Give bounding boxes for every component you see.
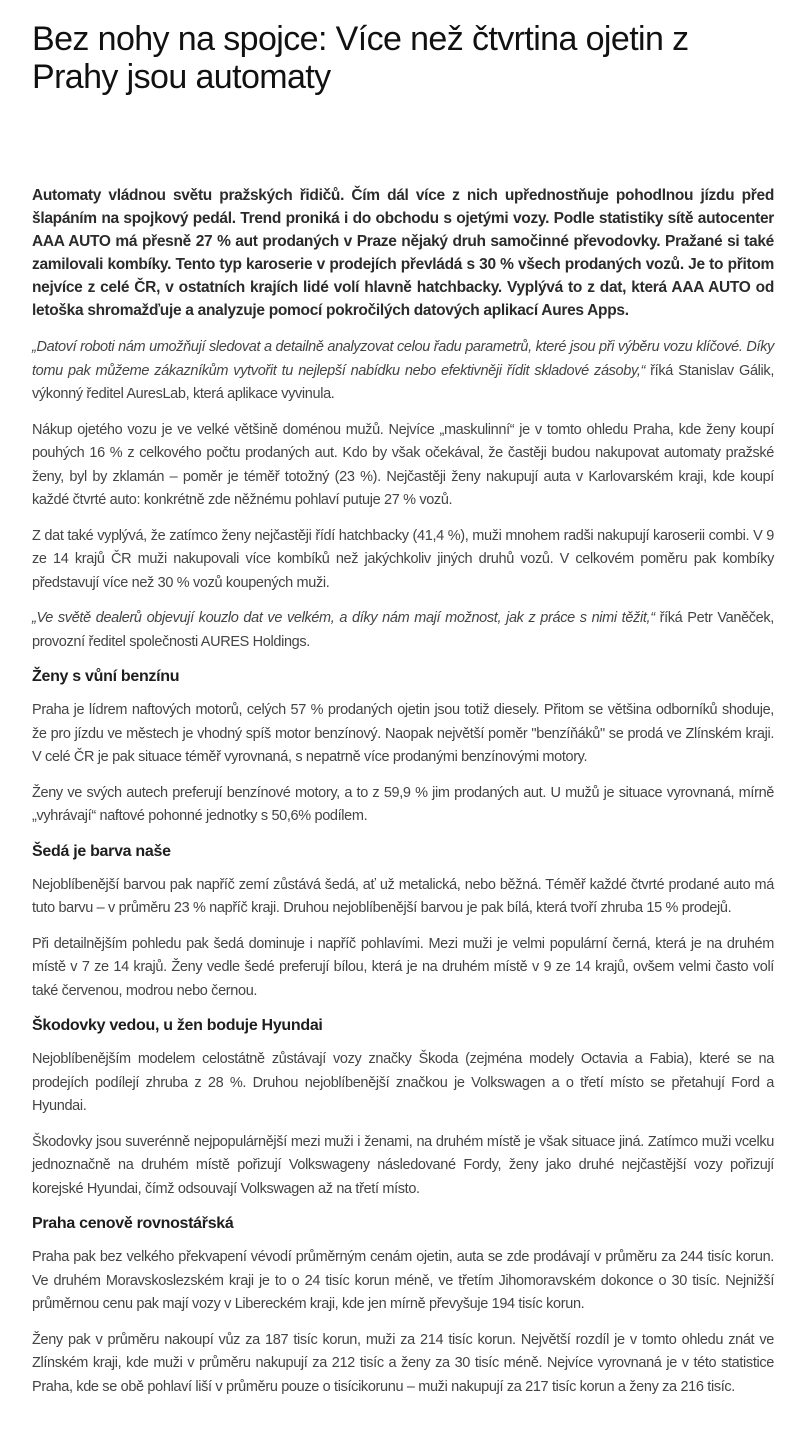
section-heading: Praha cenově rovnostářská (32, 1215, 234, 1232)
quote-vanecek (32, 607, 774, 654)
paragraph: Nákup ojetého vozu je ve velké většině doménou mužů. Nejvíce „maskulinní“ je v tomto ohledu Praha, kde ženy koupí pouhých 16 % z celkového počtu prodaných aut. Kdo by však očekával, že častěji budou nakupovat automaty pražské ženy, byl by zklamán – poměr je téměř totožný (23 %). Nejčastěji ženy nakupují auta v Karlovarském kraji, kde koupí každé čtvrté auto: konkrétně zde něžnému pohlaví putuje 27 % vozů. (32, 421, 774, 508)
paragraph: Při detailnějším pohledu pak šedá dominuje i napříč pohlavími. Mezi muži je velmi populární černá, která je na druhém místě v 7 ze 14 krajů. Ženy vedle šedé preferují bílou, která je na druhém místě v 9 ze 14 krajů, ovšem velmi často volí také červenou, modrou nebo černou. (32, 935, 774, 999)
paragraph: Ženy ve svých autech preferují benzínové motory, a to z 59,9 % jim prodaných aut. U mužů je situace vyrovnaná, mírně „vyhrávají“ naftové pohonné jednotky s 50,6% podílem. (32, 784, 774, 824)
article-title: Bez nohy na spojce: Více než čtvrtina ojetin z Prahy jsou automaty (32, 20, 689, 96)
paragraph: Škodovky jsou suverénně nejpopulárnější mezi muži i ženami, na druhém místě je však situace jiná. Zatímco muži vcelku jednoznačně na druhém místě pořizují Volkswageny následované Fordy, ženy jako druhé nejčastější vozy pořizují korejské Hyundai, čímž odsouvají Volkswagen až na třetí místo. (32, 1133, 774, 1197)
section-heading: Šedá je barva naše (32, 842, 171, 860)
section-heading: Ženy s vůní benzínu (32, 668, 180, 685)
paragraph: Ženy pak v průměru nakoupí vůz za 187 tisíc korun, muži za 214 tisíc korun. Největší rozdíl je v tomto ohledu znát ve Zlínském kraji, kde muži v průměru nakupují za 212 tisíc a ženy za 30 tisíc méně. Nejvíce vyrovnaná je v této statistice Praha, kde se obě pohlaví liší v průměru pouze o tisícikorunu – muži nakupují za 217 tisíc korun a ženy za 216 tisíc. (32, 1331, 774, 1395)
paragraph: Praha je lídrem naftových motorů, celých 57 % prodaných ojetin jsou totiž diesely. Přitom se většina odborníků shoduje, že pro jízdu ve městech je vhodný spíš motor benzínový. Naopak největší poměr "benzíňáků" se prodá ve Zlínském kraji. V celé ČR je pak situace téměř vyrovnaná, s nepatrně více prodanými benzínovými motory. (32, 702, 774, 765)
quote-galik (32, 336, 774, 407)
quote-text: „Datoví roboti nám umožňují sledovat a detailně analyzovat celou řadu parametrů, které jsou při výběru vozu klíčové. Díky tomu pak můžeme zákazníkům vytvořit tu nejlepší nabídku nebo efektivněji řídit skladové zásoby,“ (32, 339, 774, 379)
paragraph: Nejoblíbenější barvou pak napříč zemí zůstává šedá, ať už metalická, nebo běžná. Téměř každé čtvrté prodané auto má tuto barvu – v průměru 23 % napříč kraji. Druhou nejoblíbenější barvou je pak bílá, která tvoří zhruba 15 % prodejů. (32, 876, 774, 916)
paragraph: Z dat také vyplývá, že zatímco ženy nejčastěji řídí hatchbacky (41,4 %), muži mnohem radši nakupují karoserii combi. V 9 ze 14 krajů ČR muži nakupovali více kombíků než jakýchkoliv jiných druhů vozů. V celkovém poměru pak kombíky představují více než 30 % vozů koupených muži. (32, 527, 774, 591)
paragraph: Praha pak bez velkého překvapení vévodí průměrným cenám ojetin, auta se zde prodávají v průměru za 244 tisíc korun. Ve druhém Moravskoslezském kraji je to o 24 tisíc korun méně, ve třetím Jihomoravském dokonce o 30 tisíc. Nejnižší průměrnou cenu pak mají vozy v Libereckém kraji, kde jen mírně převyšuje 194 tisíc korun. (32, 1249, 774, 1312)
article-lead: Automaty vládnou světu pražských řidičů. Čím dál více z nich upřednostňuje pohodlnou jízdu před šlapáním na spojkový pedál. Trend proniká i do obchodu s ojetými vozy. Podle statistiky sítě autocenter AAA AUTO má přesně 27 % aut prodaných v Praze nějaký druh samočinné převodovky. Pražané si také zamilovali kombíky. Tento typ karoserie v prodejích převládá s 30 % všech prodaných vozů. Je to přitom nejvíce z celé ČR, v ostatních krajích lidé volí hlavně hatchbacky. Vyplývá to z dat, která AAA AUTO od letoška shromažďuje a analyzuje pomocí pokročilých datových aplikací Aures Apps. (32, 187, 774, 319)
paragraph: Nejoblíbenějším modelem celostátně zůstávají vozy značky Škoda (zejména modely Octavia a Fabia), které se na prodejích podílejí zhruba z 28 %. Druhou nejoblíbenější značkou je Volkswagen a o třetí místo se přetahují Ford a Hyundai. (32, 1051, 774, 1114)
quote-attribution: říká Stanislav Gálik, výkonný ředitel AuresLab, která aplikace vyvinula. (32, 362, 774, 402)
section-heading: Škodovky vedou, u žen boduje Hyundai (32, 1017, 323, 1034)
quote-text: „Ve světě dealerů objevují kouzlo dat ve velkém, a díky nám mají možnost, jak z práce s nimi těžit,“ (32, 610, 655, 626)
quote-attribution: říká Petr Vaněček, provozní ředitel společnosti AURES Holdings. (32, 610, 774, 650)
